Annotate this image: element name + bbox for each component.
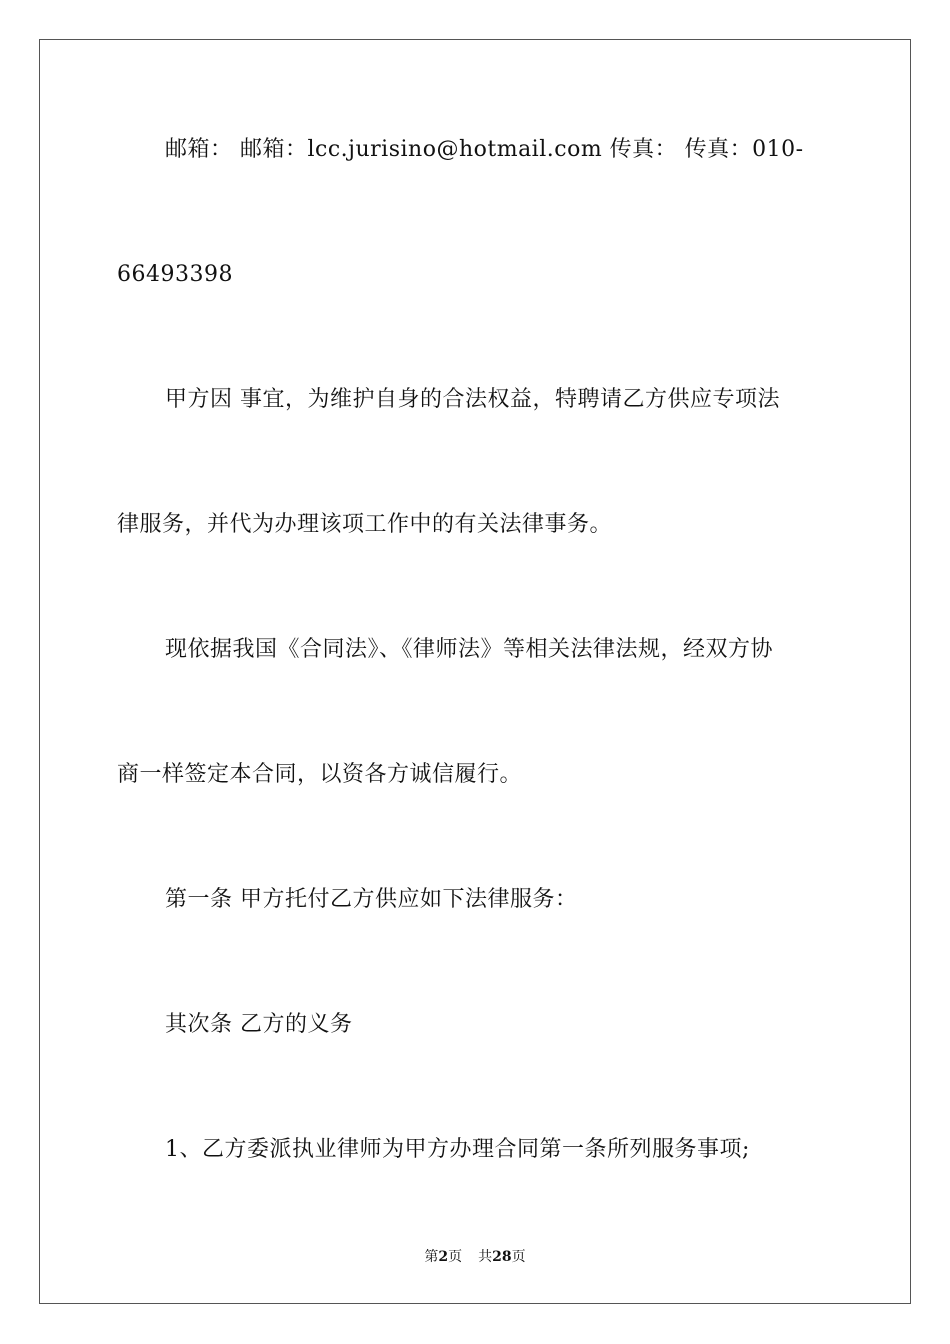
page-border: [39, 39, 911, 1304]
page-footer: [0, 1248, 950, 1266]
paragraph-line: 商一样签定本合同，以资各方诚信履行。: [117, 762, 523, 787]
paragraph-line: 律服务，并代为办理该项工作中的有关法律事务。: [117, 512, 613, 537]
paragraph-line: 甲方因 事宜，为维护自身的合法权益，特聘请乙方供应专项法: [165, 387, 780, 412]
page-number: 2: [438, 1249, 449, 1265]
article-heading: 其次条 乙方的义务: [165, 1012, 353, 1037]
article-heading: 第一条 甲方托付乙方供应如下法律服务：: [165, 887, 578, 912]
total-suffix: 页: [511, 1249, 526, 1265]
page-prefix: 第: [424, 1249, 439, 1265]
page-suffix: 页: [448, 1249, 463, 1265]
paragraph-line: 现依据我国《合同法》、《律师法》等相关法律法规，经双方协: [165, 637, 774, 662]
contact-line: 邮箱： 邮箱：lcc.jurisino@hotmail.com 传真： 传真：010-: [165, 137, 804, 162]
contact-line-continued: 66493398: [117, 262, 233, 287]
total-pages: 28: [492, 1249, 512, 1265]
total-prefix: 共: [478, 1249, 493, 1265]
list-item: 1、乙方委派执业律师为甲方办理合同第一条所列服务事项;: [165, 1137, 750, 1162]
